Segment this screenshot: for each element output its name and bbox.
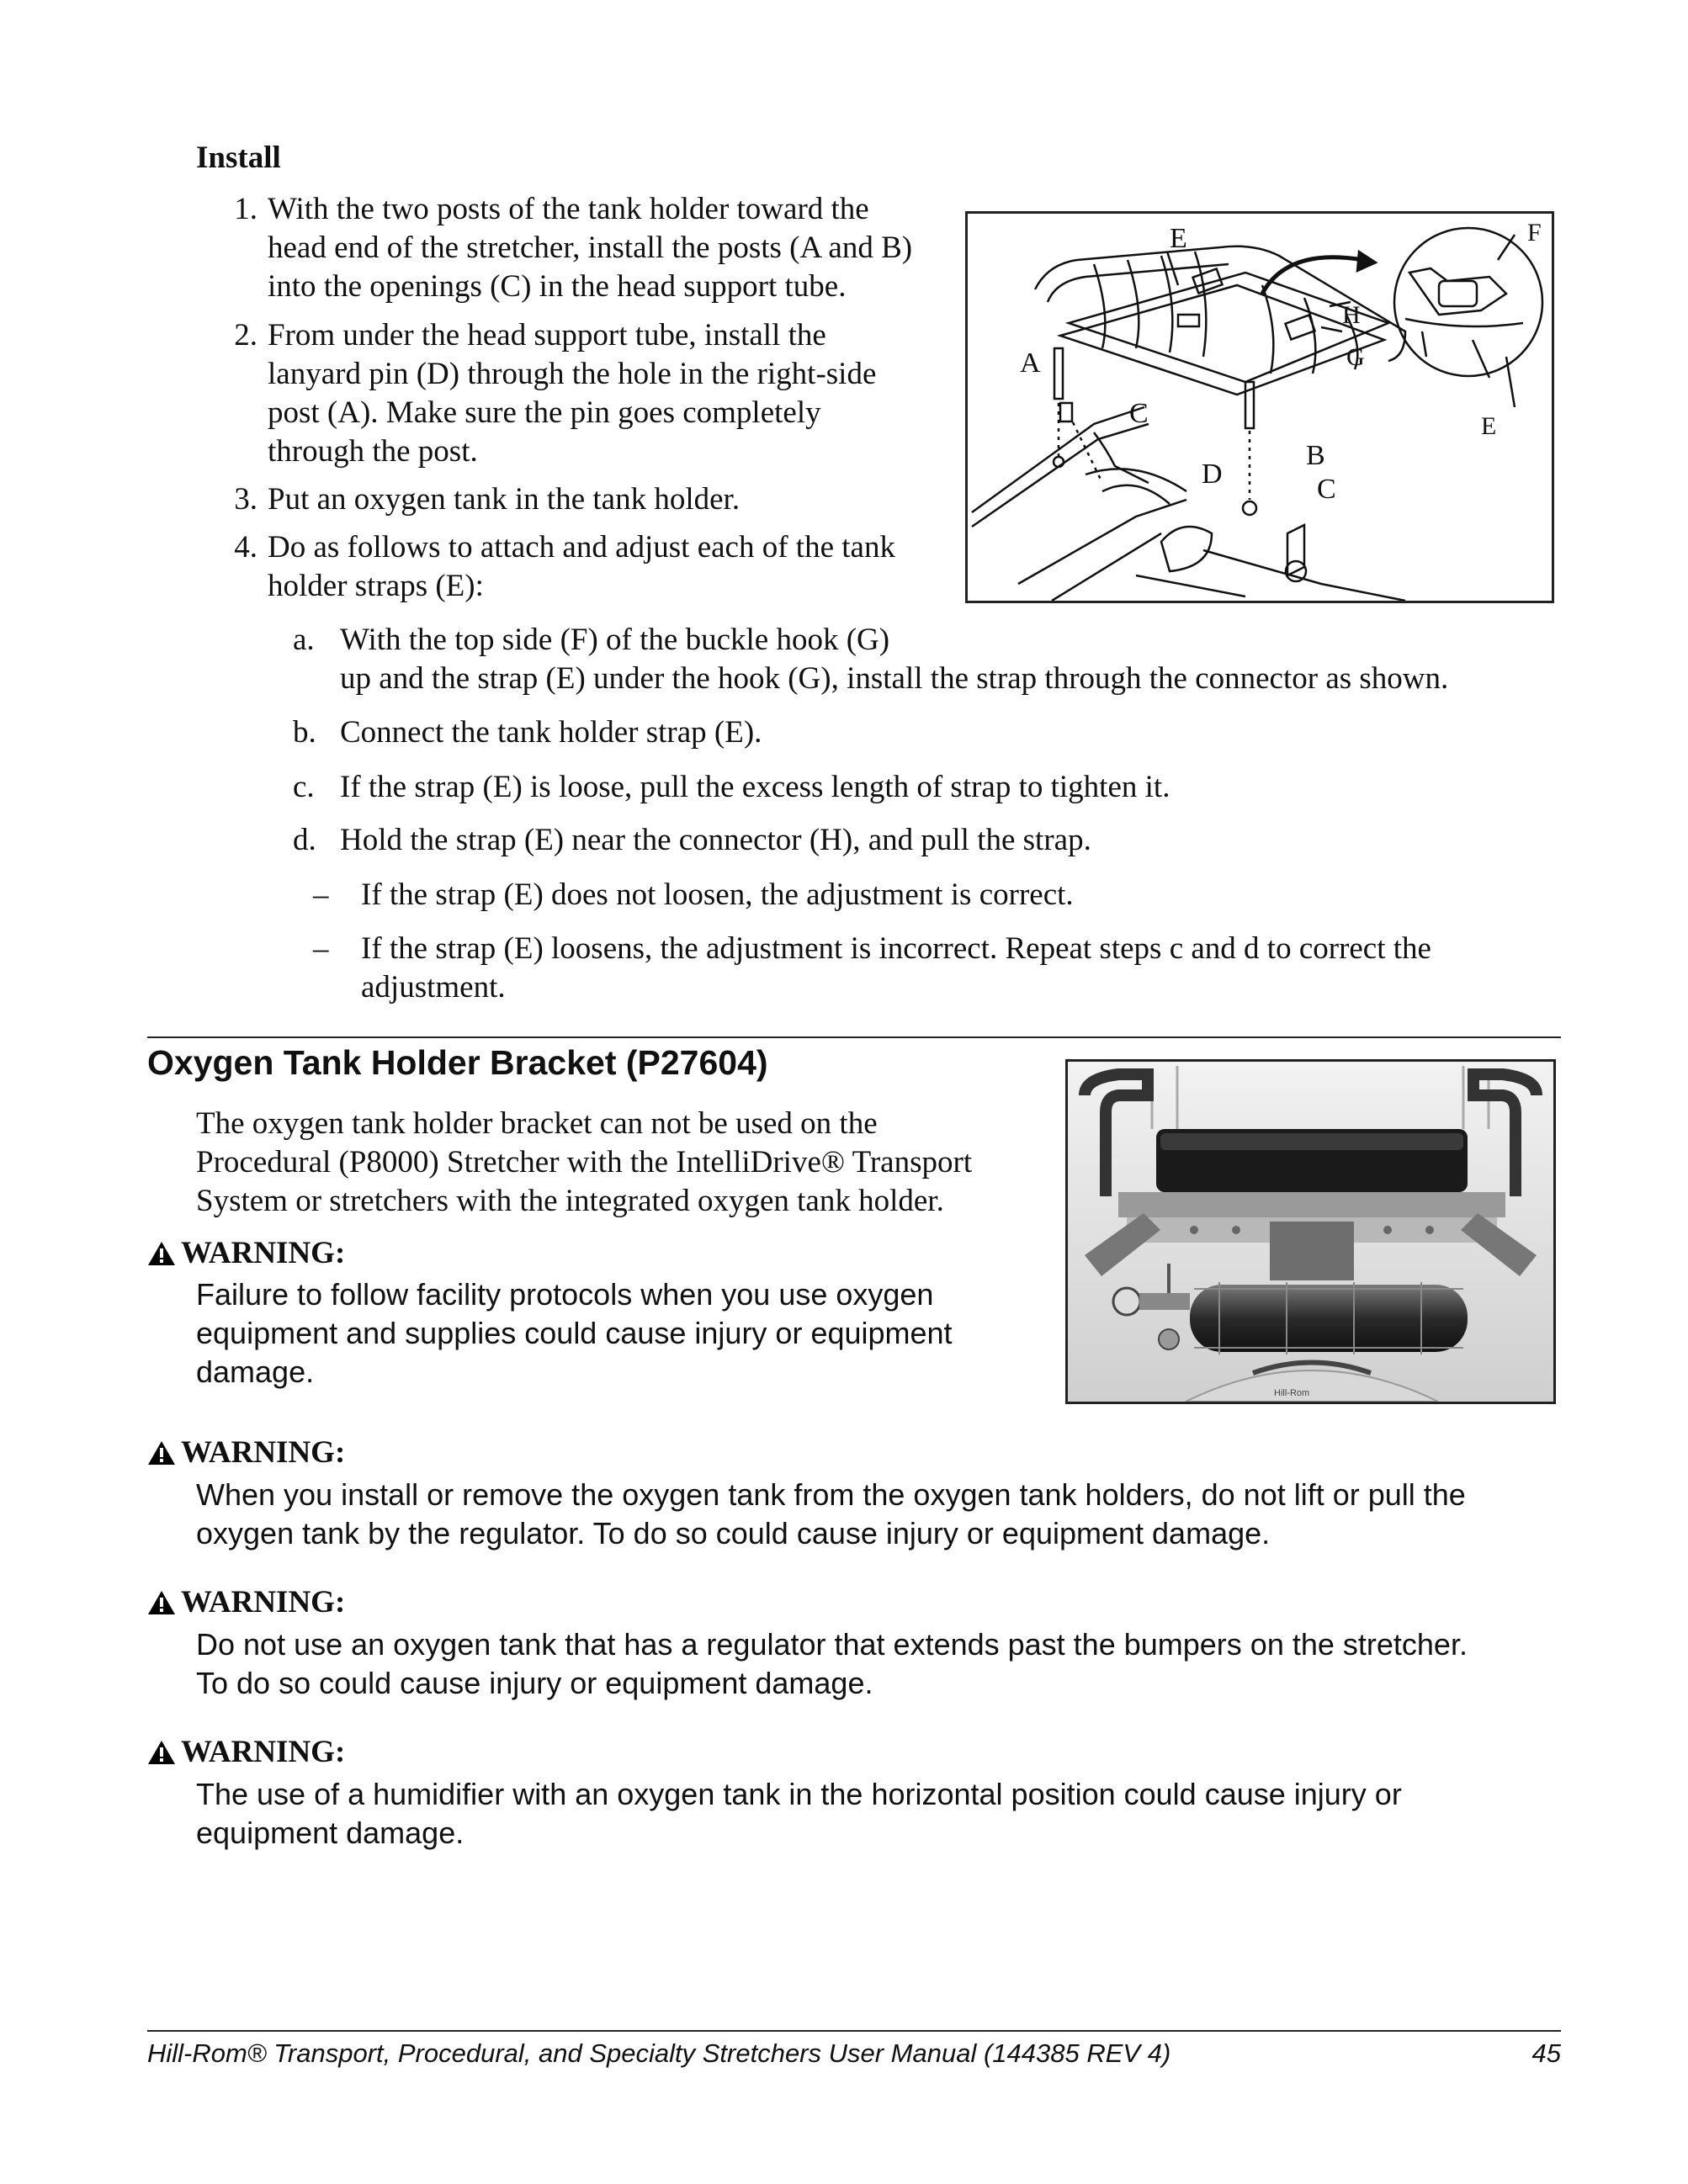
warning-1-body — [196, 1275, 953, 1392]
result-incorrect — [313, 930, 1431, 1007]
label-f: F — [1527, 219, 1542, 246]
warning-line: oxygen tank by the regulator. To do so could cause injury or equipment damage. — [196, 1516, 1271, 1551]
warning-4-body — [196, 1775, 1402, 1853]
step-line: holder straps (E): — [268, 569, 484, 603]
section-divider — [147, 1036, 1561, 1038]
step-line: With the two posts of the tank holder toward the — [268, 192, 869, 226]
dash-mark: – — [313, 877, 329, 912]
warning-line: equipment and supplies could cause injury or equipment — [196, 1316, 953, 1350]
intro-line: System or stretchers with the integrated oxygen tank holder. — [196, 1184, 944, 1218]
substep-line: With the top side (F) of the buckle hook (G) — [340, 623, 890, 657]
dash-mark: – — [313, 931, 329, 966]
step-line: head end of the stretcher, install the posts (A and B) — [268, 231, 913, 265]
bracket-photo — [1065, 1059, 1556, 1404]
step-number: 4. — [234, 530, 257, 565]
warning-1-title — [147, 1235, 345, 1271]
warning-label: WARNING: — [181, 1735, 346, 1769]
label-c-upper: C — [1129, 398, 1149, 429]
install-step-4 — [234, 528, 895, 606]
step-number: 1. — [234, 192, 257, 226]
warning-2-title — [147, 1434, 345, 1471]
result-line: If the strap (E) loosens, the adjustment is incorrect. Repeat steps c and d to correct the — [361, 931, 1431, 966]
result-line: If the strap (E) does not loosen, the adjustment is correct. — [361, 877, 1074, 912]
substep-letter: c. — [293, 770, 315, 804]
footer-manual-title: Hill-Rom® Transport, Procedural, and Specialty Stretchers User Manual (144385 REV 4) — [147, 2038, 1171, 2068]
warning-2-body — [196, 1476, 1466, 1553]
substep-line: Hold the strap (E) near the connector (H), and pull the strap. — [340, 823, 1091, 857]
step-line: into the openings (C) in the head support tube. — [268, 269, 847, 304]
warning-line: The use of a humidifier with an oxygen tank in the horizontal position could cause injury or — [196, 1777, 1402, 1811]
install-step-1 — [234, 190, 913, 306]
install-heading: Install — [196, 140, 281, 175]
section-title: Oxygen Tank Holder Bracket (P27604) — [147, 1043, 768, 1082]
step-line: Do as follows to attach and adjust each of the tank — [268, 530, 895, 565]
substep-d — [293, 821, 1091, 860]
step-number: 3. — [234, 482, 257, 517]
label-h: H — [1342, 301, 1361, 329]
warning-line: Failure to follow facility protocols when you use oxygen — [196, 1277, 934, 1312]
warning-triangle-icon — [147, 1590, 176, 1615]
step-number: 2. — [234, 318, 257, 353]
intro-line: Procedural (P8000) Stretcher with the IntelliDrive® Transport — [196, 1145, 973, 1179]
substep-c — [293, 768, 1170, 807]
substep-letter: b. — [293, 715, 316, 750]
warning-line: When you install or remove the oxygen tank from the oxygen tank holders, do not lift or pull the — [196, 1477, 1466, 1512]
substep-line: up and the strap (E) under the hook (G), install the strap through the connector as shown. — [340, 661, 1449, 696]
page-number: 45 — [1531, 2038, 1561, 2068]
substep-line: Connect the tank holder strap (E). — [340, 715, 762, 750]
label-g: G — [1346, 343, 1365, 371]
label-e-detail: E — [1481, 412, 1497, 440]
warning-3-title — [147, 1584, 345, 1620]
install-step-2 — [234, 316, 877, 471]
warning-3-body — [196, 1625, 1468, 1703]
result-line: adjustment. — [361, 970, 506, 1005]
warning-line: Do not use an oxygen tank that has a regulator that extends past the bumpers on the stretcher. — [196, 1627, 1468, 1662]
step-line: through the post. — [268, 434, 478, 469]
label-e: E — [1170, 223, 1187, 254]
substep-letter: a. — [293, 623, 315, 657]
label-c-lower: C — [1317, 474, 1336, 505]
step-line: lanyard pin (D) through the hole in the right-side — [268, 357, 877, 391]
label-d: D — [1202, 459, 1223, 490]
install-diagram — [965, 211, 1554, 603]
step-line: Put an oxygen tank in the tank holder. — [268, 482, 740, 517]
intro-line: The oxygen tank holder bracket can not be used on the — [196, 1106, 878, 1141]
substep-a — [293, 621, 1449, 698]
warning-line: damage. — [196, 1354, 315, 1389]
install-step-3 — [234, 480, 740, 519]
label-b: B — [1306, 440, 1325, 471]
warning-line: equipment damage. — [196, 1816, 464, 1850]
footer-divider — [147, 2030, 1561, 2032]
substep-line: If the strap (E) is loose, pull the excess length of strap to tighten it. — [340, 770, 1170, 804]
substep-b — [293, 713, 762, 752]
warning-label: WARNING: — [181, 1236, 346, 1270]
warning-triangle-icon — [147, 1740, 176, 1765]
warning-triangle-icon — [147, 1241, 176, 1266]
warning-label: WARNING: — [181, 1585, 346, 1619]
step-line: From under the head support tube, install the — [268, 318, 826, 353]
label-a: A — [1020, 347, 1041, 379]
photo-brand-text: Hill-Rom — [1274, 1388, 1310, 1398]
warning-label: WARNING: — [181, 1435, 346, 1470]
result-correct — [313, 876, 1074, 914]
substep-letter: d. — [293, 823, 316, 857]
warning-line: To do so could cause injury or equipment damage. — [196, 1666, 873, 1700]
warning-4-title — [147, 1734, 345, 1770]
warning-triangle-icon — [147, 1440, 176, 1466]
step-line: post (A). Make sure the pin goes completely — [268, 395, 821, 430]
section-intro — [196, 1105, 972, 1221]
